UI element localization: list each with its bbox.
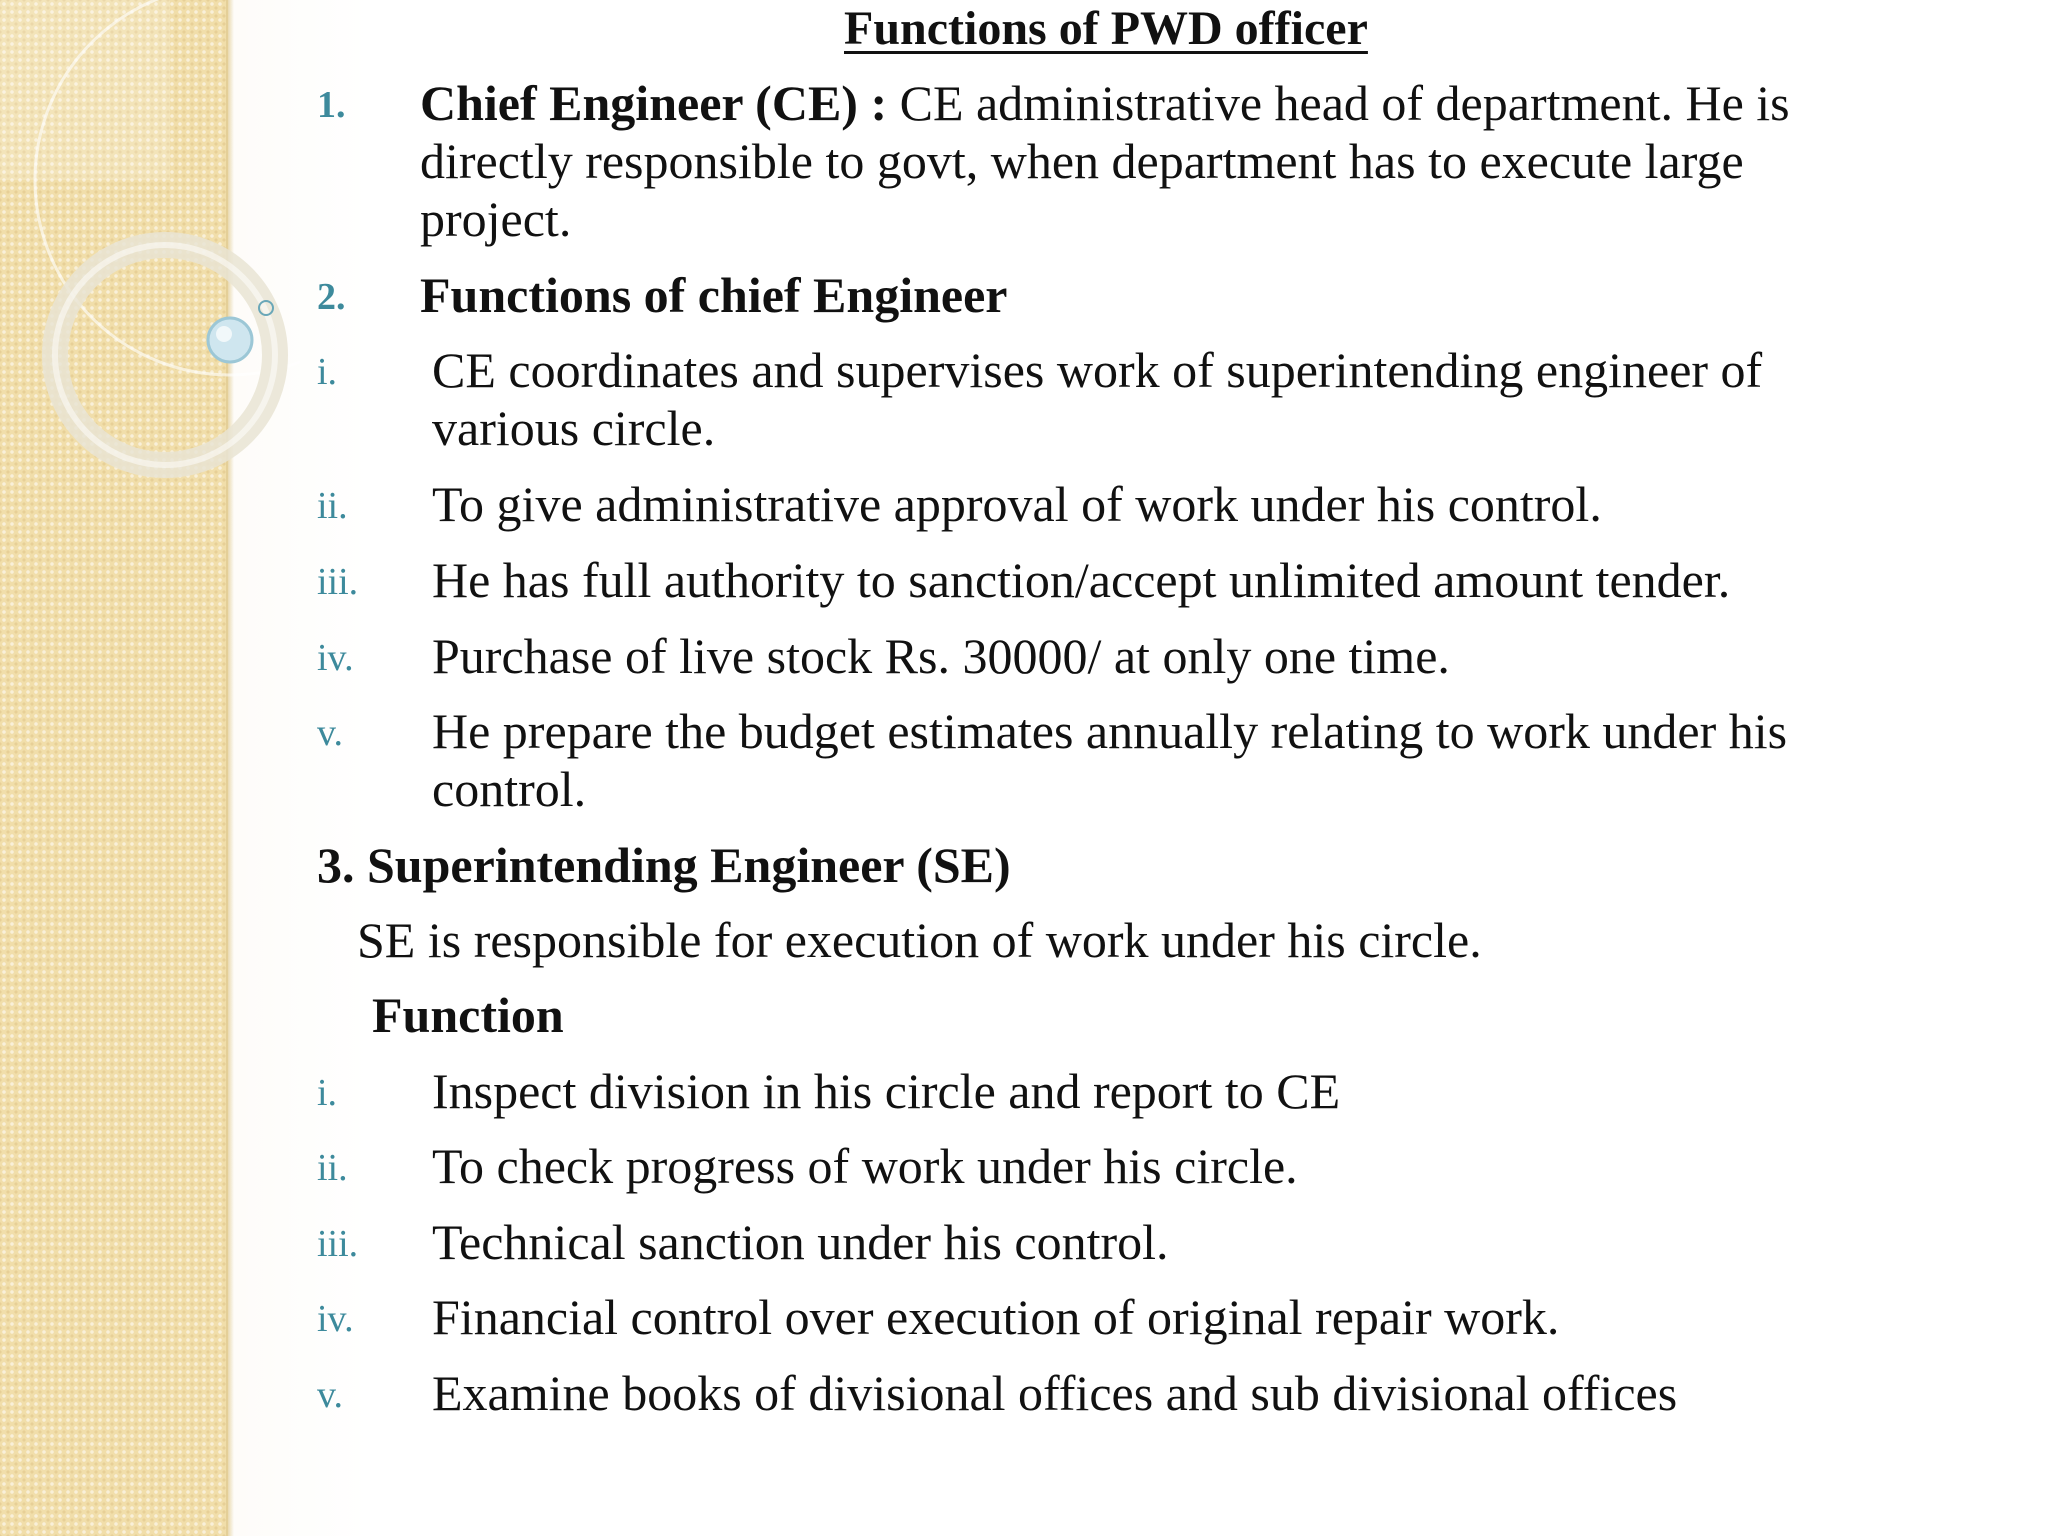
se-item-marker: ii. xyxy=(317,1147,348,1189)
section2-marker: 2. xyxy=(317,276,346,318)
section1-text: CE administrative head of department. He is directly responsible to govt, when department has to execute large project. xyxy=(420,75,1790,247)
se-item-text: Financial control over execution of original repair work. xyxy=(432,1289,1560,1345)
decorative-rings-graphic xyxy=(0,0,300,520)
se-item-marker: iv. xyxy=(317,1298,354,1340)
se-item-marker: i. xyxy=(317,1072,338,1114)
ce-item-text: He has full authority to sanction/accept unlimited amount tender. xyxy=(432,552,1731,608)
bubble-gloss-shape xyxy=(216,326,232,342)
ce-item-text: CE coordinates and supervises work of superintending engineer of various circle. xyxy=(432,342,1763,456)
ce-item-marker: v. xyxy=(317,712,344,754)
se-item-marker: v. xyxy=(317,1374,344,1416)
section1-marker: 1. xyxy=(317,84,346,126)
se-item-text: Examine books of divisional offices and sub divisional offices xyxy=(432,1365,1678,1421)
bubble-shape xyxy=(208,318,252,362)
ce-item-marker: iv. xyxy=(317,637,354,679)
ce-item-marker: iii. xyxy=(317,561,359,603)
ce-item-text: Purchase of live stock Rs. 30000/ at only one time. xyxy=(432,628,1450,684)
ce-item-text: To give administrative approval of work under his control. xyxy=(432,476,1602,532)
section3-heading: 3. Superintending Engineer (SE) xyxy=(317,837,1011,893)
se-item-text: Technical sanction under his control. xyxy=(432,1214,1169,1270)
ce-item-marker: i. xyxy=(317,351,338,393)
se-item-marker: iii. xyxy=(317,1223,359,1265)
page-title: Functions of PWD officer xyxy=(844,2,1368,55)
ce-item-marker: ii. xyxy=(317,485,348,527)
section3-description: SE is responsible for execution of work under his circle. xyxy=(357,912,1482,968)
highlight-panel-shape xyxy=(0,0,170,180)
section1-paragraph xyxy=(420,74,1900,248)
section3-subheading: Function xyxy=(372,987,564,1043)
section1-label: Chief Engineer (CE) : xyxy=(420,75,888,131)
se-item-text: Inspect division in his circle and report to CE xyxy=(432,1063,1341,1119)
ce-item-text: He prepare the budget estimates annually relating to work under his control. xyxy=(432,703,1788,817)
se-item-text: To check progress of work under his circle. xyxy=(432,1138,1298,1194)
section2-heading: Functions of chief Engineer xyxy=(420,267,1008,323)
